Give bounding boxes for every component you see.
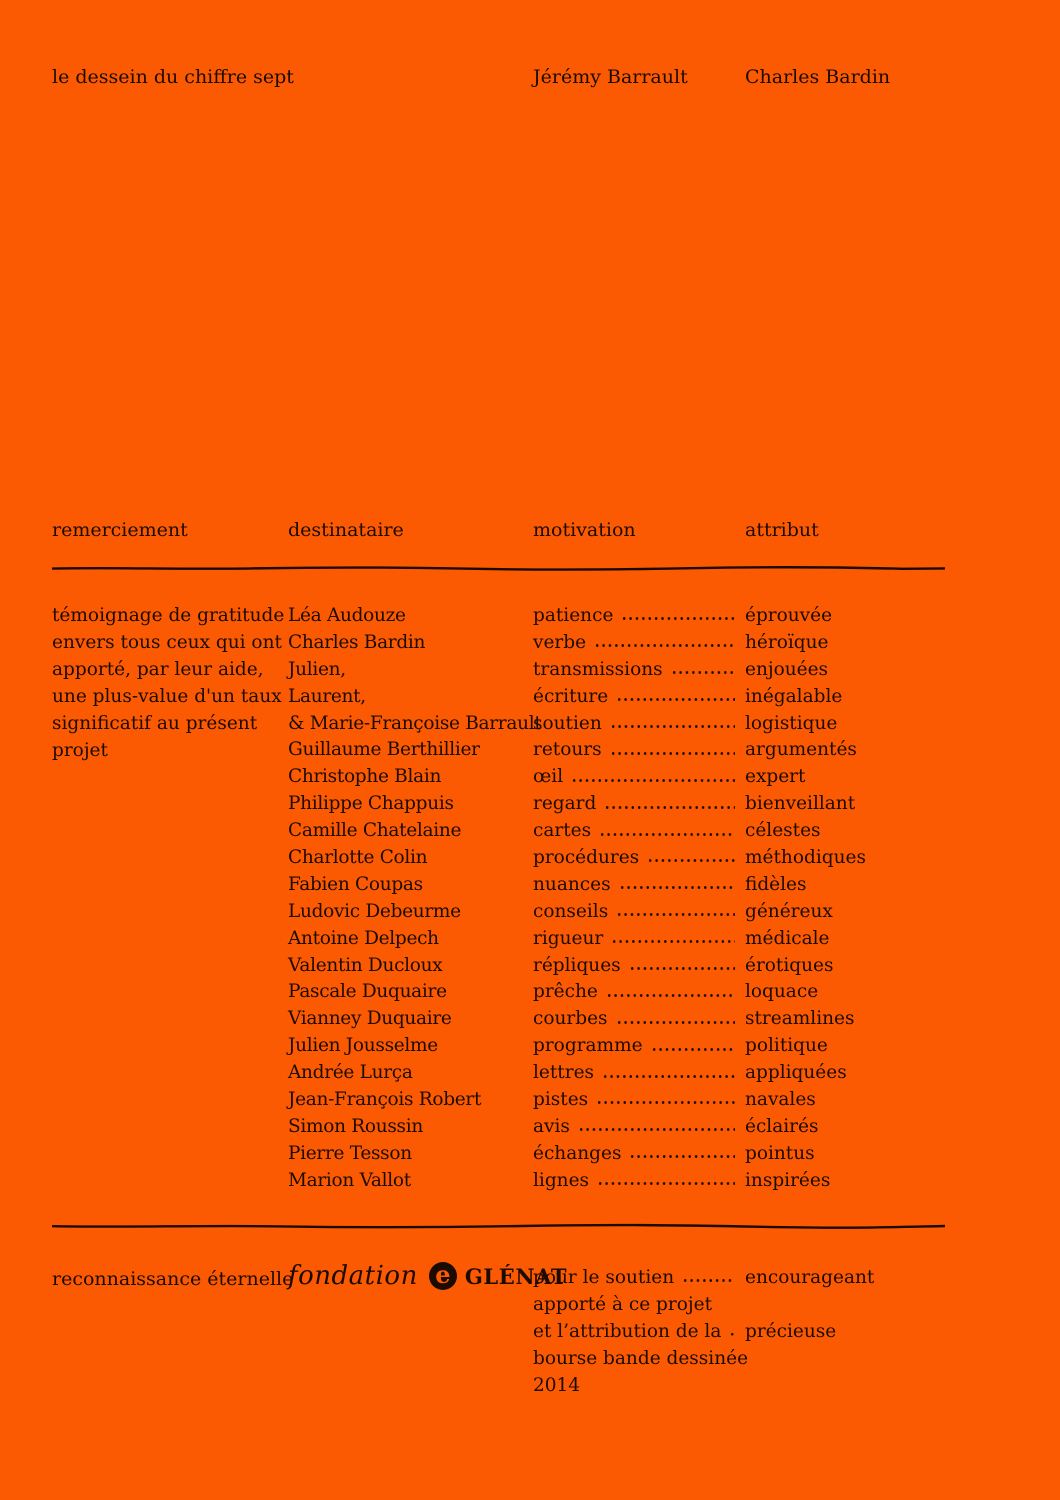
dot-leader	[647, 845, 735, 872]
footer-line	[533, 1292, 945, 1319]
table-row	[288, 1060, 945, 1087]
destinataire-name: & Marie-Françoise Barrault	[288, 712, 542, 734]
dot-leader	[682, 1265, 735, 1292]
attribut-word: célestes	[745, 820, 821, 842]
destinataire-name: Guillaume Berthillier	[288, 739, 480, 761]
dot-leader	[616, 684, 735, 711]
attribut-word: politique	[745, 1035, 828, 1057]
motivation-word: rigueur	[533, 927, 604, 949]
table-row	[288, 1168, 945, 1195]
paragraph-line: apporté, par leur aide,	[52, 658, 264, 680]
motivation-cell	[533, 1141, 745, 1168]
attribut-word: loquace	[745, 981, 819, 1003]
motivation-cell	[533, 818, 745, 845]
destinataire-name: Jean-François Robert	[288, 1089, 482, 1111]
motivation-word: procédures	[533, 847, 640, 869]
destinataire-name: Vianney Duquaire	[288, 1008, 452, 1030]
footer-motivation-cell	[533, 1319, 745, 1346]
wavy-line	[52, 1223, 945, 1230]
dot-leader	[596, 1087, 735, 1114]
attribut-word: navales	[745, 1089, 816, 1111]
motivation-cell	[533, 791, 745, 818]
motivation-word: prêche	[533, 981, 598, 1003]
motivation-word: cartes	[533, 820, 592, 842]
dot-leader	[597, 1168, 735, 1195]
motivation-cell	[533, 953, 745, 980]
motivation-cell	[533, 603, 745, 630]
destinataire-name: Pascale Duquaire	[288, 981, 447, 1003]
footer-line	[533, 1265, 945, 1292]
column-header-attribut: attribut	[745, 519, 819, 541]
motivation-cell	[533, 845, 745, 872]
footer-line	[533, 1373, 945, 1400]
motivation-word: transmissions	[533, 658, 663, 680]
table-row	[288, 657, 945, 684]
attribut-word: médicale	[745, 927, 830, 949]
attribut-word: inspirées	[745, 1169, 831, 1191]
paragraph-line: significatif au présent	[52, 712, 258, 734]
dot-leader	[594, 630, 735, 657]
footer-text: apporté à ce projet	[533, 1293, 713, 1315]
dot-leader	[621, 603, 735, 630]
motivation-cell	[533, 1060, 745, 1087]
destinataire-name: Charles Bardin	[288, 631, 426, 653]
destinataire-name: Marion Vallot	[288, 1169, 411, 1191]
footer-line	[533, 1319, 945, 1346]
motivation-word: œil	[533, 766, 564, 788]
motivation-cell	[533, 657, 745, 684]
attribut-word: argumentés	[745, 739, 857, 761]
destinataire-name: Antoine Delpech	[288, 927, 439, 949]
destinataire-name: Andrée Lurça	[288, 1062, 413, 1084]
table-row	[288, 791, 945, 818]
attribut-word: streamlines	[745, 1008, 855, 1030]
paragraph-line: projet	[52, 739, 108, 761]
dot-leader	[651, 1033, 735, 1060]
attribut-word: expert	[745, 766, 806, 788]
destinataire-name: Julien,	[288, 658, 346, 680]
table-row	[288, 899, 945, 926]
glenat-word: GLÉNAT	[464, 1263, 568, 1289]
motivation-cell	[533, 737, 745, 764]
motivation-cell	[533, 630, 745, 657]
motivation-word: retours	[533, 739, 602, 761]
table-row	[288, 979, 945, 1006]
footer-text: bourse bande dessinée	[533, 1347, 749, 1369]
motivation-word: nuances	[533, 873, 611, 895]
motivation-cell	[533, 684, 745, 711]
motivation-cell	[533, 1006, 745, 1033]
motivation-word: patience	[533, 605, 614, 626]
motivation-cell	[533, 764, 745, 791]
motivation-cell	[533, 1114, 745, 1141]
destinataire-name: Léa Audouze	[288, 605, 406, 626]
column-header-destinataire: destinataire	[288, 519, 404, 541]
table-row	[288, 764, 945, 791]
motivation-word: conseils	[533, 900, 609, 922]
motivation-word: lignes	[533, 1169, 590, 1191]
motivation-cell	[533, 1087, 745, 1114]
destinataire-name: Fabien Coupas	[288, 873, 423, 895]
destinataire-name: Pierre Tesson	[288, 1142, 412, 1164]
table-row	[288, 872, 945, 899]
motivation-word: programme	[533, 1035, 643, 1057]
destinataire-name: Camille Chatelaine	[288, 820, 462, 842]
destinataire-name: Simon Roussin	[288, 1115, 423, 1137]
table-row	[288, 818, 945, 845]
motivation-word: soutien	[533, 712, 602, 734]
motivation-word: répliques	[533, 954, 621, 976]
footer-attribut-word: encourageant	[745, 1267, 875, 1288]
table-row	[288, 603, 945, 630]
dot-leader	[611, 926, 735, 953]
table-row	[288, 1087, 945, 1114]
dot-leader	[629, 953, 735, 980]
wavy-line	[52, 565, 945, 572]
paragraph-line: une plus-value d'un taux	[52, 685, 282, 707]
paragraph-line: témoignage de gratitude	[52, 605, 285, 626]
dot-leader	[729, 1319, 735, 1346]
acknowledgment-table	[288, 603, 945, 1195]
motivation-word: avis	[533, 1115, 570, 1137]
attribut-word: héroïque	[745, 631, 829, 653]
divider-rule-bottom	[52, 1223, 945, 1230]
table-row	[288, 684, 945, 711]
footer-line	[533, 1346, 945, 1373]
column-header-motivation: motivation	[533, 519, 636, 541]
motivation-word: verbe	[533, 631, 587, 653]
attribut-word: inégalable	[745, 685, 843, 707]
table-row	[288, 953, 945, 980]
destinataire-name: Philippe Chappuis	[288, 793, 454, 815]
table-row	[288, 1006, 945, 1033]
dot-leader	[602, 1060, 735, 1087]
motivation-cell	[533, 926, 745, 953]
dot-leader	[616, 1006, 735, 1033]
page-title: le dessein du chiffre sept	[52, 66, 294, 88]
destinataire-name: Julien Jousselme	[288, 1035, 438, 1057]
footer-motivation-cell	[533, 1265, 745, 1292]
footer-text: pour le soutien	[533, 1267, 675, 1288]
destinataire-name: Ludovic Debeurme	[288, 900, 461, 922]
footer-support-block	[533, 1265, 945, 1399]
motivation-cell	[533, 899, 745, 926]
dot-leader	[578, 1114, 735, 1141]
motivation-word: échanges	[533, 1142, 622, 1164]
motivation-cell	[533, 1168, 745, 1195]
dot-leader	[610, 711, 735, 738]
dot-leader	[610, 737, 735, 764]
dot-leader	[619, 872, 735, 899]
dot-leader	[571, 764, 735, 791]
paragraph-line: envers tous ceux qui ont	[52, 631, 282, 653]
fondation-word: fondation	[288, 1261, 418, 1291]
attribut-word: appliquées	[745, 1062, 847, 1084]
dot-leader	[604, 791, 735, 818]
remerciement-paragraph	[52, 603, 288, 764]
fondation-glenat-credit	[288, 1254, 567, 1298]
author-charles-bardin: Charles Bardin	[745, 66, 891, 88]
author-jeremy-barrault: Jérémy Barrault	[533, 66, 688, 88]
motivation-cell	[533, 872, 745, 899]
destinataire-name: Charlotte Colin	[288, 847, 428, 869]
attribut-word: bienveillant	[745, 793, 856, 815]
table-row	[288, 711, 945, 738]
table-row	[288, 737, 945, 764]
dot-leader	[629, 1141, 735, 1168]
attribut-word: méthodiques	[745, 847, 866, 869]
dot-leader	[599, 818, 735, 845]
dot-leader	[606, 979, 735, 1006]
attribut-word: généreux	[745, 900, 833, 922]
footer-year: 2014	[533, 1374, 581, 1396]
table-row	[288, 630, 945, 657]
attribut-word: éclairés	[745, 1115, 819, 1137]
motivation-cell	[533, 711, 745, 738]
table-row	[288, 1033, 945, 1060]
motivation-word: pistes	[533, 1089, 589, 1111]
destinataire-name: Laurent,	[288, 685, 366, 707]
footer-remerciement: reconnaissance éternelle	[52, 1268, 294, 1290]
motivation-cell	[533, 979, 745, 1006]
attribut-word: logistique	[745, 712, 838, 734]
attribut-word: enjouées	[745, 658, 829, 680]
glenat-logo-icon: e	[429, 1262, 457, 1290]
dot-leader	[671, 657, 735, 684]
footer-text: et l’attribution de la	[533, 1320, 722, 1342]
destinataire-name: Christophe Blain	[288, 766, 442, 788]
attribut-word: éprouvée	[745, 605, 833, 626]
attribut-word: érotiques	[745, 954, 834, 976]
motivation-cell	[533, 1033, 745, 1060]
motivation-word: lettres	[533, 1062, 595, 1084]
table-row	[288, 1114, 945, 1141]
attribut-word: pointus	[745, 1142, 815, 1164]
motivation-word: regard	[533, 793, 597, 815]
table-row	[288, 926, 945, 953]
table-row	[288, 845, 945, 872]
destinataire-name: Valentin Ducloux	[288, 954, 443, 976]
footer-attribut-word: précieuse	[745, 1320, 837, 1342]
motivation-word: écriture	[533, 685, 609, 707]
motivation-word: courbes	[533, 1008, 608, 1030]
divider-rule-top	[52, 565, 945, 572]
column-header-remerciement: remerciement	[52, 519, 188, 541]
table-row	[288, 1141, 945, 1168]
dot-leader	[616, 899, 735, 926]
attribut-word: fidèles	[745, 873, 807, 895]
